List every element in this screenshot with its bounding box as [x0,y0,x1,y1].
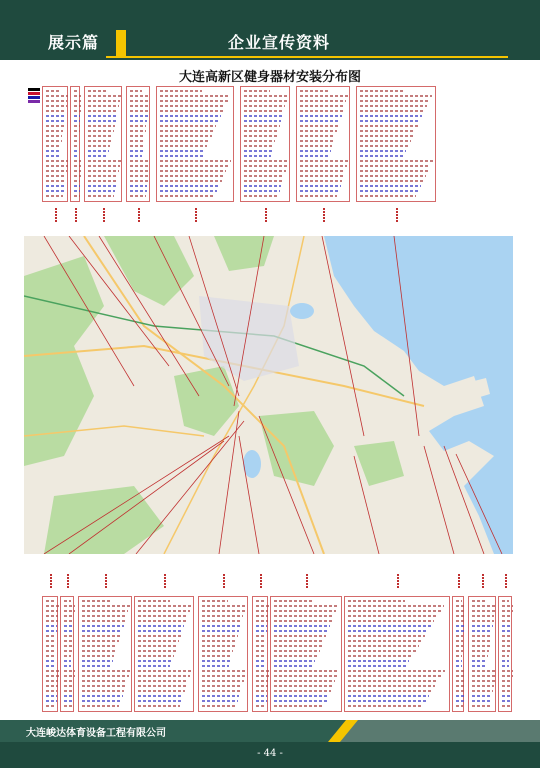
page-title: 大连高新区健身器材安装分布图 [178,70,361,85]
annotation-box [198,596,248,712]
callout-label [138,208,140,222]
annotation-box [498,596,512,712]
header-title: 企业宣传资料 [228,33,331,52]
callout-label [397,574,399,588]
callout-label [482,574,484,588]
callout-label [505,574,507,588]
callout-label [164,574,166,588]
section-label: 展示篇 [48,33,100,52]
annotation-box [156,86,234,202]
legend-swatch [28,88,40,91]
annotation-box [240,86,290,202]
callout-label [260,574,262,588]
legend-swatch [28,92,40,95]
annotation-box [42,86,68,202]
legend-swatch [28,96,40,99]
callout-label [75,208,77,222]
callout-label [67,574,69,588]
annotation-box [252,596,268,712]
annotation-box [296,86,350,202]
annotation-box [78,596,132,712]
page-header [0,0,540,60]
accent-bar [116,30,126,56]
legend-swatch [28,100,40,103]
footer-strip-light [340,720,540,742]
callout-label [50,574,52,588]
callout-label [306,574,308,588]
callout-label [105,574,107,588]
annotation-box [134,596,194,712]
annotation-box [344,596,450,712]
page-footer [0,720,540,768]
legend-swatches [28,88,40,104]
header-rule [106,56,508,58]
distribution-map [24,236,513,554]
callout-label [323,208,325,222]
callout-label [103,208,105,222]
annotation-box [60,596,74,712]
callout-label [55,208,57,222]
callout-label [458,574,460,588]
annotation-box [468,596,496,712]
callout-label [265,208,267,222]
company-name: 大连峻达体育设备工程有限公司 [26,728,166,739]
annotation-box [42,596,58,712]
callout-label [223,574,225,588]
annotation-box [84,86,122,202]
lake-2 [290,303,314,319]
annotation-box [356,86,436,202]
map-graphic [24,236,513,554]
callout-label [396,208,398,222]
callout-label [195,208,197,222]
annotation-box [270,596,342,712]
annotation-box [126,86,150,202]
annotation-box [70,86,80,202]
annotation-box [452,596,464,712]
page-number: - 44 - [257,748,283,759]
